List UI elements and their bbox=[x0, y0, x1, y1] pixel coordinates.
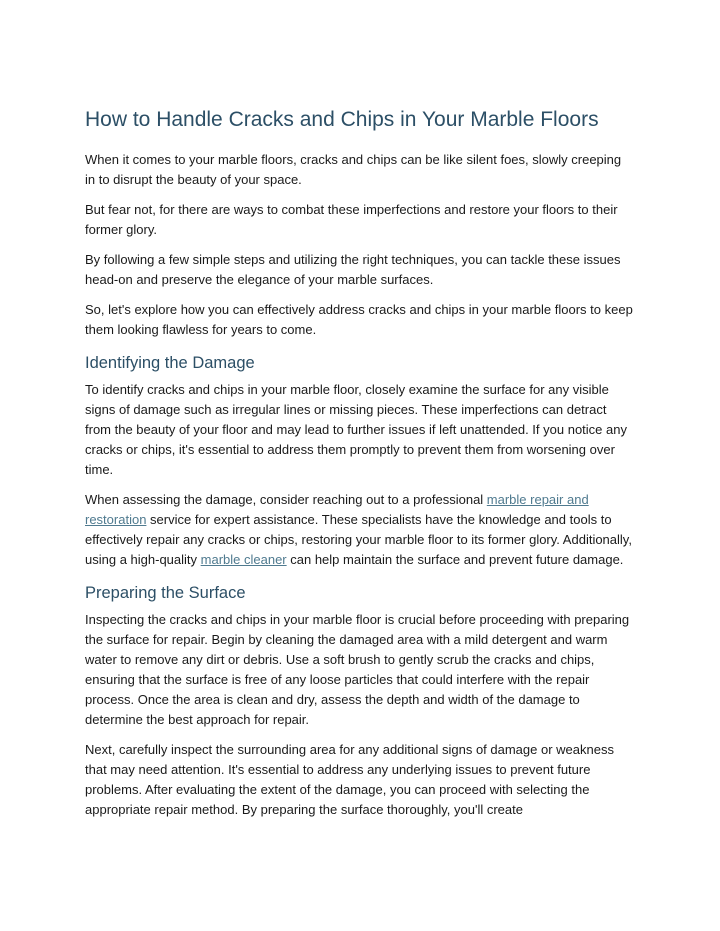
intro-paragraph: So, let's explore how you can effectively address cracks and chips in your marble floors to keep them looking flawless for years to come. bbox=[85, 302, 633, 337]
text-span: can help maintain the surface and prevent future damage. bbox=[286, 552, 624, 567]
text-span: When assessing the damage, consider reaching out to a professional bbox=[85, 492, 487, 507]
section2-paragraph: Next, carefully inspect the surrounding area for any additional signs of damage or weakness that may need attention. It's essential to address any underlying issues to prevent future problems. After evaluating the extent of the damage, you can proceed with selecting the appropriate repair method. By preparing the surface thoroughly, you'll create bbox=[85, 742, 614, 817]
intro-paragraph: By following a few simple steps and utilizing the right techniques, you can tackle these issues head-on and preserve the elegance of your marble surfaces. bbox=[85, 252, 621, 287]
section1-paragraph-links bbox=[85, 490, 633, 570]
text-span: service for expert assistance. These specialists have the knowledge and tools to effectively repair any cracks or chips, restoring your marble floor to its former glory. Additionally, using a high-quality bbox=[85, 512, 632, 567]
section-heading-identifying: Identifying the Damage bbox=[85, 354, 255, 372]
intro-paragraph: When it comes to your marble floors, cracks and chips can be like silent foes, slowly creeping in to disrupt the beauty of your space. bbox=[85, 152, 622, 187]
section1-paragraph: To identify cracks and chips in your marble floor, closely examine the surface for any visible signs of damage such as irregular lines or missing pieces. These imperfections can detract from the beauty of your floor and may lead to further issues if left unattended. If you notice any cracks or chips, it's essential to address them promptly to prevent them from worsening over time. bbox=[85, 382, 627, 477]
article-title: How to Handle Cracks and Chips in Your Marble Floors bbox=[85, 108, 599, 131]
marble-repair-link[interactable]: marble repair and restoration bbox=[85, 492, 589, 527]
section-heading-preparing: Preparing the Surface bbox=[85, 584, 246, 602]
article bbox=[85, 104, 633, 830]
intro-paragraph: But fear not, for there are ways to combat these imperfections and restore your floors to their former glory. bbox=[85, 202, 618, 237]
section2-paragraph: Inspecting the cracks and chips in your marble floor is crucial before proceeding with preparing the surface for repair. Begin by cleaning the damaged area with a mild detergent and warm water to remove any dirt or debris. Use a soft brush to gently scrub the cracks and chips, ensuring that the surface is free of any loose particles that could interfere with the repair process. Once the area is clean and dry, assess the depth and width of the damage to determine the best approach for repair. bbox=[85, 612, 630, 727]
marble-cleaner-link[interactable]: marble cleaner bbox=[200, 552, 287, 567]
